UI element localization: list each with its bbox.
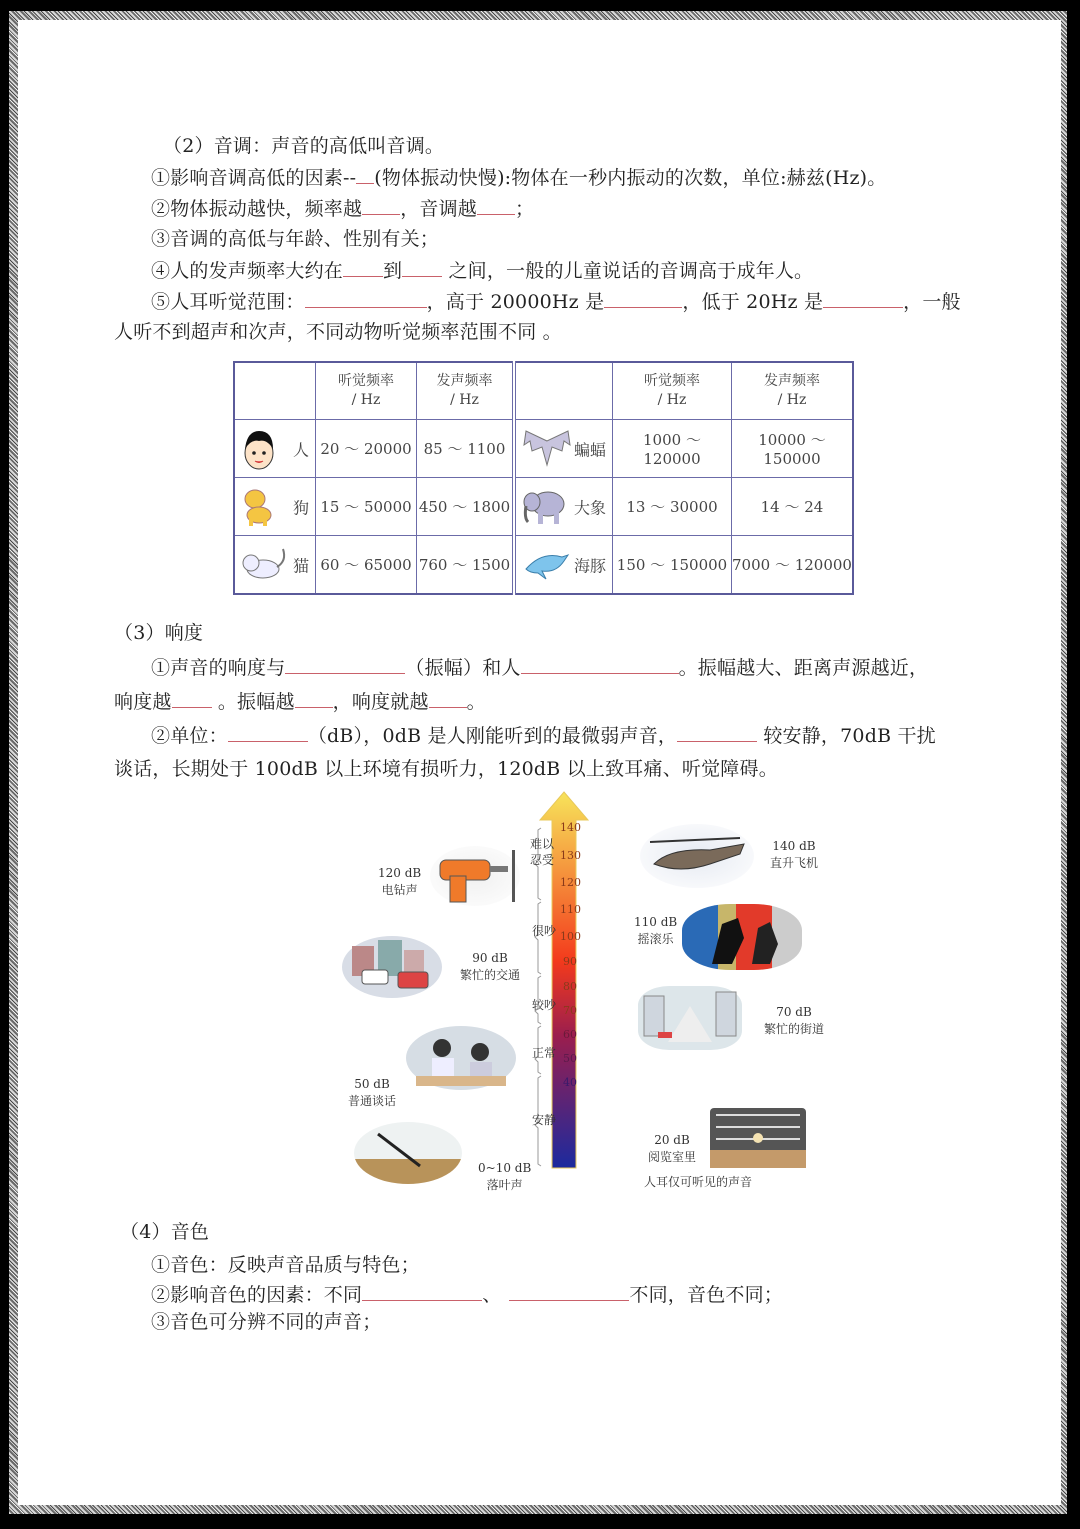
text: （dB），0dB 是人刚能听到的最微弱声音， bbox=[307, 725, 678, 747]
answer-blank[interactable] bbox=[228, 723, 308, 742]
header-voice: 发声频率 / Hz bbox=[417, 362, 515, 420]
scale-tick: 80 bbox=[563, 980, 577, 993]
text: (物体振动快慢):物体在一秒内振动的次数，单位:赫兹(Hz)。 bbox=[374, 167, 887, 189]
animal-name: 海豚 bbox=[573, 556, 606, 575]
answer-blank[interactable] bbox=[305, 289, 427, 308]
example-conversation: 50 dB 普通谈话 bbox=[348, 1077, 397, 1108]
helicopter-image bbox=[640, 824, 754, 888]
text: 。振幅越 bbox=[211, 691, 295, 713]
scale-tick: 110 bbox=[560, 903, 581, 916]
header-hearing: 听觉频率 / Hz bbox=[613, 362, 732, 420]
voice-range: 85 ～ 1100 bbox=[417, 420, 515, 478]
hearing-range: 20 ～ 20000 bbox=[316, 420, 417, 478]
scale-tick: 50 bbox=[563, 1052, 577, 1065]
text: （振幅）和人 bbox=[405, 657, 521, 679]
scale-tick: 40 bbox=[563, 1076, 577, 1089]
hearing-range: 60 ～ 65000 bbox=[316, 536, 417, 595]
helicopter-icon bbox=[640, 824, 754, 888]
answer-blank[interactable] bbox=[477, 196, 515, 215]
drill-icon bbox=[430, 846, 520, 906]
animal-name: 大象 bbox=[573, 498, 606, 517]
text: 、 bbox=[482, 1284, 502, 1306]
animal-name: 蝙蝠 bbox=[573, 440, 606, 459]
zone-label-unbearable: 难以 忍受 bbox=[530, 837, 555, 867]
timbre-heading: （4）音色 bbox=[120, 1221, 210, 1243]
hearing-range: 13 ～ 30000 bbox=[613, 478, 732, 536]
text: ①影响音调高低的因素-- bbox=[151, 167, 357, 189]
bat-icon bbox=[522, 429, 572, 469]
traffic-image bbox=[342, 936, 442, 998]
loudness-item-1-cont bbox=[114, 689, 486, 714]
header-blank bbox=[234, 362, 316, 420]
answer-blank[interactable] bbox=[343, 258, 383, 277]
busy-street-image bbox=[638, 986, 742, 1050]
scale-tick: 140 bbox=[560, 821, 581, 834]
animal-cell bbox=[514, 478, 613, 536]
dolphin-icon bbox=[522, 547, 570, 583]
animal-cell bbox=[234, 536, 316, 595]
leaf-icon bbox=[354, 1122, 462, 1184]
hearing-range: 15 ～ 50000 bbox=[316, 478, 417, 536]
decibel-scale-figure bbox=[338, 786, 858, 1206]
loudness-item-2 bbox=[151, 723, 936, 748]
boy-face-icon bbox=[241, 425, 277, 473]
timbre-item-1: ①音色：反映声音品质与特色； bbox=[151, 1254, 420, 1276]
traffic-icon bbox=[342, 936, 442, 998]
text: ，响度就越 bbox=[332, 691, 429, 713]
answer-blank[interactable] bbox=[356, 165, 374, 184]
text: ①声音的响度与 bbox=[151, 657, 286, 679]
example-drill: 120 dB 电钻声 bbox=[378, 866, 422, 897]
elephant-icon bbox=[522, 488, 566, 526]
zone-label-noisy: 较吵 bbox=[532, 998, 557, 1012]
answer-blank[interactable] bbox=[429, 689, 467, 708]
cat-icon bbox=[241, 547, 289, 583]
hearing-range: 150 ～ 150000 bbox=[613, 536, 732, 595]
table-header-row bbox=[234, 362, 853, 420]
animal-cell bbox=[514, 420, 613, 478]
drill-image bbox=[430, 846, 520, 906]
loudness-item-2-cont: 谈话，长期处于 100dB 以上环境有损听力，120dB 以上致耳痛、听觉障碍。 bbox=[114, 758, 778, 780]
example-rock-music: 110 dB 摇滚乐 bbox=[634, 915, 678, 946]
header-blank bbox=[514, 362, 613, 420]
hearing-range: 1000 ～ 120000 bbox=[613, 420, 732, 478]
voice-range: 450 ～ 1800 bbox=[417, 478, 515, 536]
text: 较安静，70dB 干扰 bbox=[757, 725, 936, 747]
text: 响度越 bbox=[114, 691, 172, 713]
timbre-item-2 bbox=[151, 1282, 783, 1307]
voice-range: 10000 ～ 150000 bbox=[732, 420, 854, 478]
pitch-item-4 bbox=[151, 258, 813, 283]
loudness-heading: （3）响度 bbox=[114, 622, 204, 644]
answer-blank[interactable] bbox=[172, 689, 212, 708]
band-icon bbox=[682, 904, 802, 970]
answer-blank[interactable] bbox=[521, 655, 679, 674]
worksheet-page bbox=[18, 20, 1061, 1505]
conversation-image bbox=[406, 1026, 516, 1090]
scale-tick: 70 bbox=[563, 1004, 577, 1017]
scale-tick: 130 bbox=[560, 849, 581, 862]
pitch-item-1 bbox=[151, 165, 886, 190]
voice-range: 760 ～ 1500 bbox=[417, 536, 515, 595]
pitch-item-5-cont: 人听不到超声和次声，不同动物听觉频率范围不同 。 bbox=[114, 321, 562, 343]
rock-music-image bbox=[682, 904, 802, 970]
hearing-frequency-table bbox=[233, 361, 854, 595]
pitch-item-5 bbox=[151, 289, 961, 314]
text: 之间，一般的儿童说话的音调高于成年人。 bbox=[442, 260, 814, 282]
table-row bbox=[234, 478, 853, 536]
reading-room-image bbox=[710, 1108, 806, 1168]
pitch-item-3: ③音调的高低与年龄、性别有关； bbox=[151, 228, 440, 250]
table-row bbox=[234, 536, 853, 595]
example-traffic: 90 dB 繁忙的交通 bbox=[460, 951, 521, 982]
text: ，音调越 bbox=[400, 198, 478, 220]
text: ，高于 20000Hz 是 bbox=[426, 291, 605, 313]
header-hearing: 听觉频率 / Hz bbox=[316, 362, 417, 420]
answer-blank[interactable] bbox=[823, 289, 903, 308]
example-reading-room: 20 dB 阅览室里 bbox=[648, 1133, 697, 1164]
timbre-item-3: ③音色可分辨不同的声音； bbox=[151, 1311, 382, 1333]
animal-name: 狗 bbox=[292, 498, 309, 517]
conversation-icon bbox=[406, 1026, 516, 1090]
text: ②单位： bbox=[151, 725, 228, 747]
example-helicopter: 140 dB 直升飞机 bbox=[770, 839, 819, 870]
text: 。 bbox=[466, 691, 486, 713]
text: ②影响音色的因素：不同 bbox=[151, 1284, 363, 1306]
zone-label-normal: 正常 bbox=[532, 1046, 557, 1060]
text: ④人的发声频率大约在 bbox=[151, 260, 344, 282]
voice-range: 14 ～ 24 bbox=[732, 478, 854, 536]
library-icon bbox=[710, 1108, 806, 1168]
loudness-item-1 bbox=[151, 655, 928, 680]
answer-blank[interactable] bbox=[604, 289, 682, 308]
text: ②物体振动越快，频率越 bbox=[151, 198, 363, 220]
scale-caption: 人耳仅可听见的声音 bbox=[644, 1175, 753, 1189]
animal-cell bbox=[234, 478, 316, 536]
answer-blank[interactable] bbox=[362, 1282, 482, 1301]
answer-blank[interactable] bbox=[295, 689, 333, 708]
zone-label-quiet: 安静 bbox=[532, 1113, 557, 1127]
text: ，一般 bbox=[903, 291, 961, 313]
scale-tick: 90 bbox=[563, 955, 577, 968]
falling-leaf-image bbox=[354, 1122, 462, 1184]
scale-tick: 100 bbox=[560, 930, 581, 943]
header-voice: 发声频率 / Hz bbox=[732, 362, 854, 420]
table-row bbox=[234, 420, 853, 478]
animal-cell bbox=[234, 420, 316, 478]
scale-tick: 60 bbox=[563, 1028, 577, 1041]
animal-name: 猫 bbox=[292, 556, 309, 575]
text: ； bbox=[515, 198, 535, 220]
animal-name: 人 bbox=[292, 440, 309, 459]
text: 不同，音色不同； bbox=[629, 1284, 784, 1306]
text: 。振幅越大、距离声源越近， bbox=[678, 657, 929, 679]
scale-tick: 120 bbox=[560, 876, 581, 889]
pitch-heading: （2）音调：声音的高低叫音调。 bbox=[163, 135, 445, 157]
text: ⑤人耳听觉范围： bbox=[151, 291, 305, 313]
answer-blank[interactable] bbox=[677, 723, 757, 742]
street-icon bbox=[638, 986, 742, 1050]
zone-label-very-noisy: 很吵 bbox=[532, 924, 557, 938]
answer-blank[interactable] bbox=[509, 1282, 629, 1301]
pitch-item-2 bbox=[151, 196, 534, 221]
voice-range: 7000 ～ 120000 bbox=[732, 536, 854, 595]
answer-blank[interactable] bbox=[362, 196, 400, 215]
example-busy-street: 70 dB 繁忙的街道 bbox=[764, 1005, 825, 1036]
text: 到 bbox=[383, 260, 403, 282]
text: ，低于 20Hz 是 bbox=[682, 291, 824, 313]
dog-icon bbox=[241, 487, 275, 527]
answer-blank[interactable] bbox=[402, 258, 442, 277]
animal-cell bbox=[514, 536, 613, 595]
answer-blank[interactable] bbox=[285, 655, 405, 674]
example-leaf: 0~10 dB 落叶声 bbox=[478, 1161, 532, 1192]
